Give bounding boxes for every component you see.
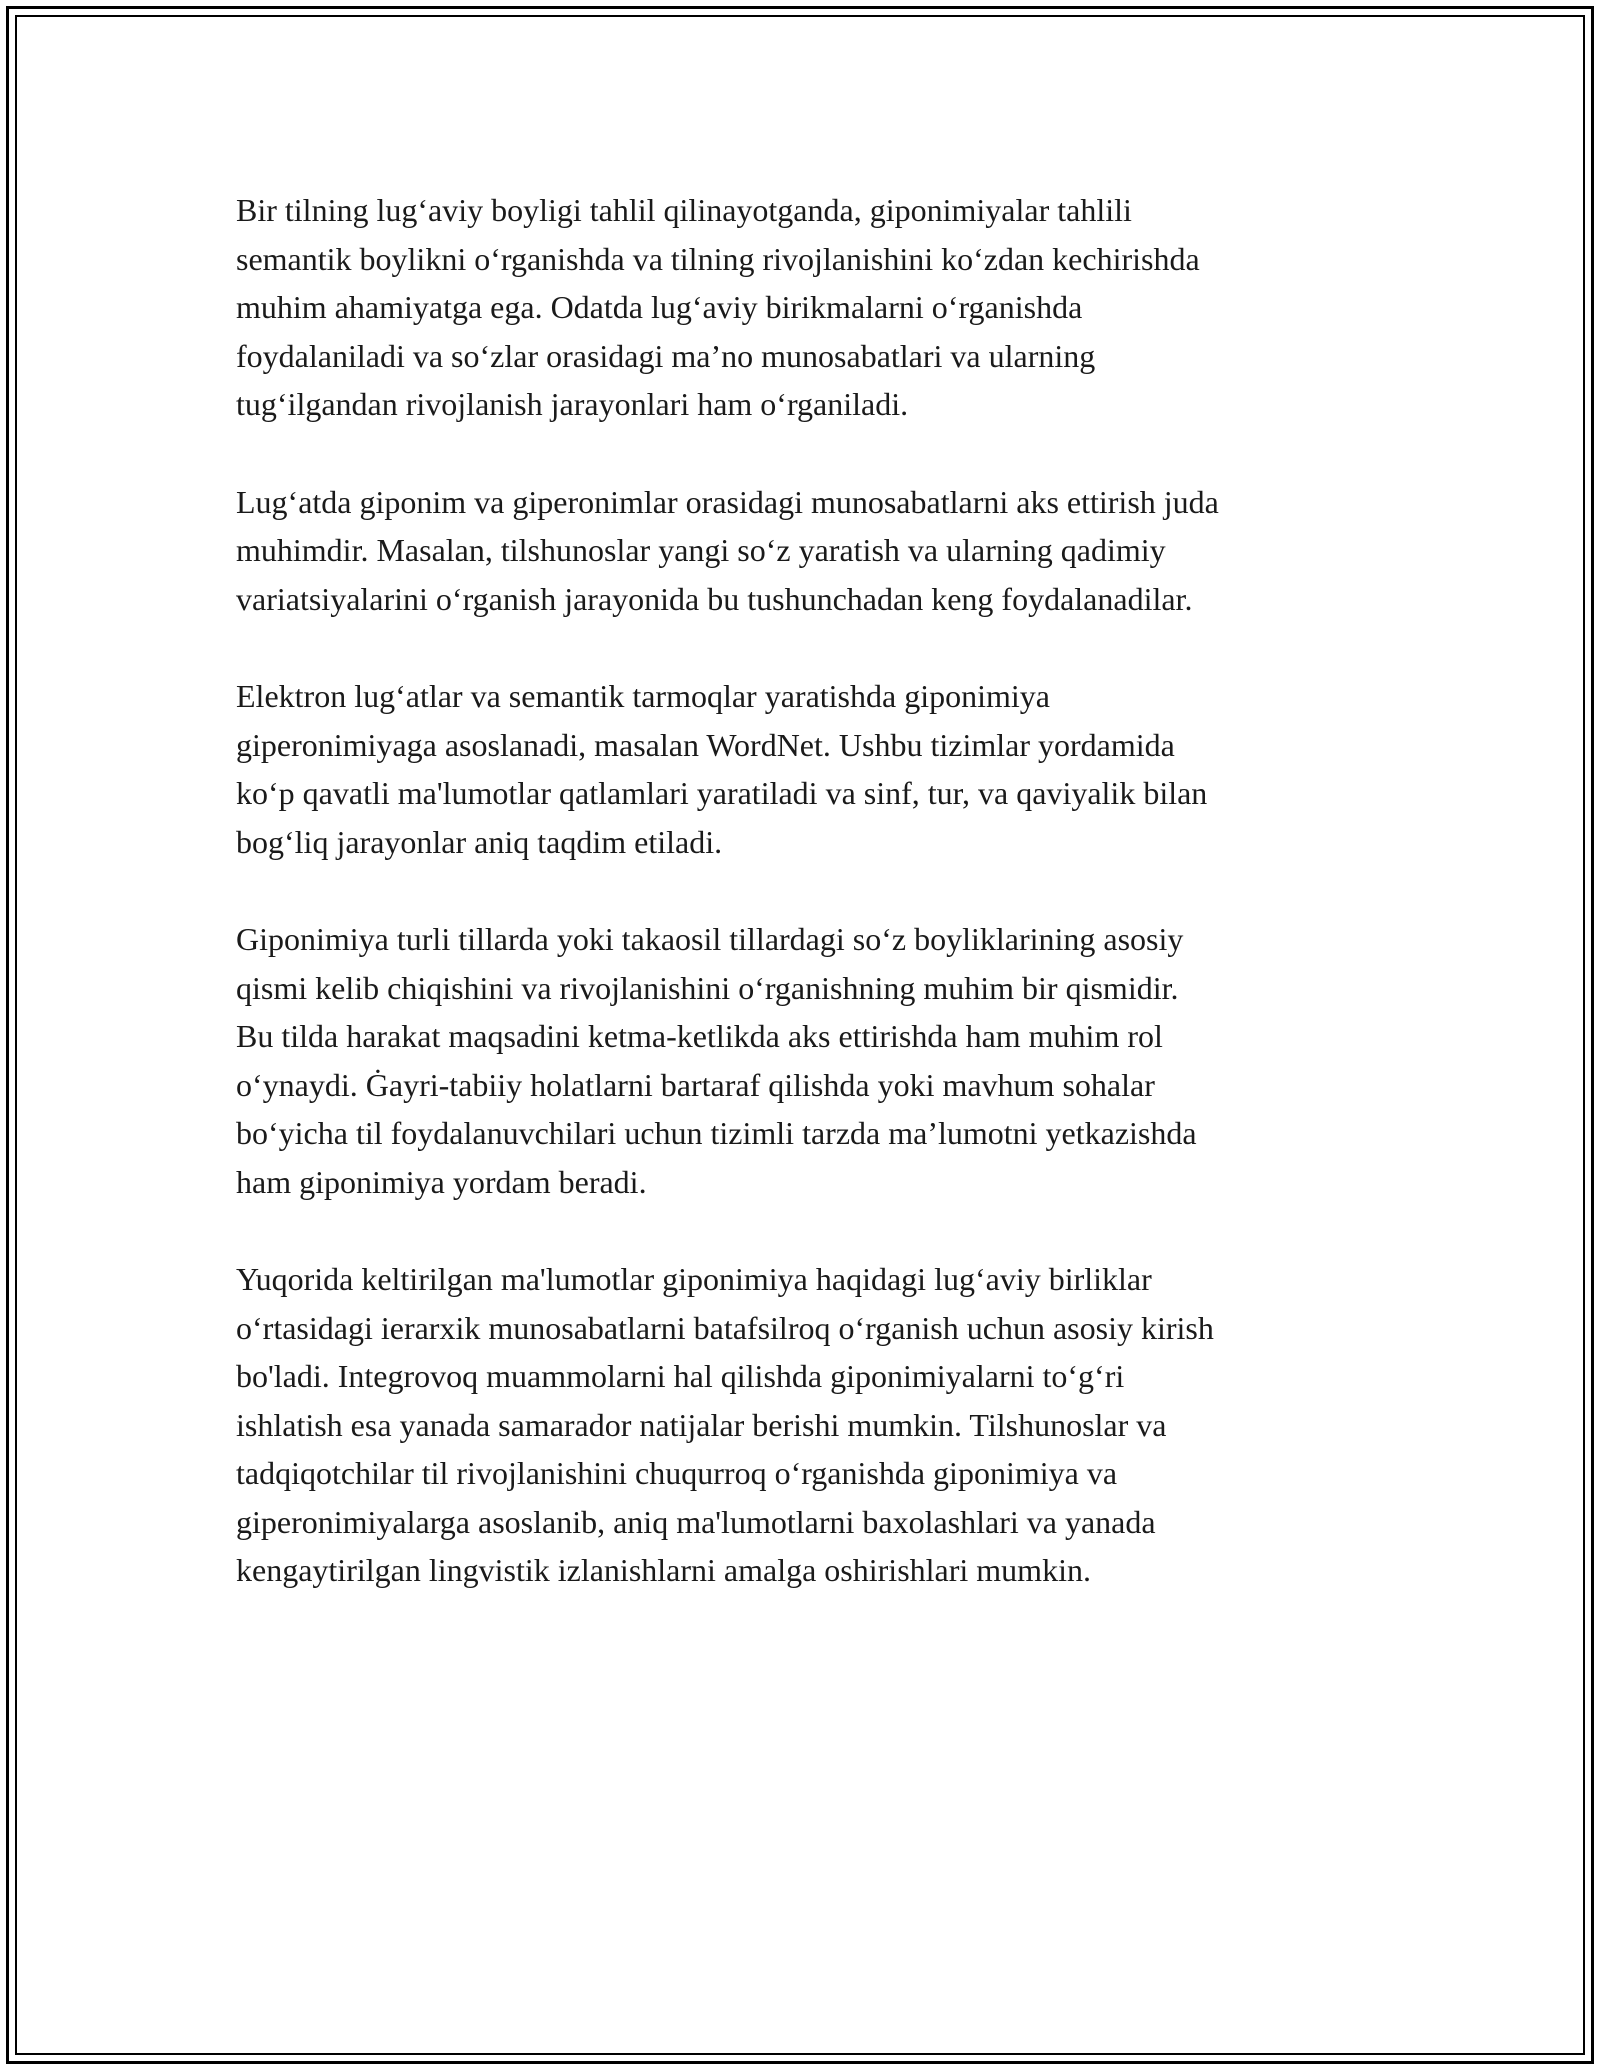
text-line: o‘rtasidagi ierarxik munosabatlarni batafsilroq o‘rganish uchun asosiy kirish (236, 1309, 1214, 1346)
text-line: Bu tilda harakat maqsadini ketma-ketlikda aks ettirishda ham muhim rol (236, 1018, 1163, 1054)
text-line: Yuqorida keltirilgan ma'lumotlar giponimiya haqidagi lug‘aviy birliklar (236, 1261, 1152, 1297)
text-line: variatsiyalarini o‘rganish jarayonida bu tushunchadan keng foydalanadilar. (236, 580, 1193, 617)
paragraph-5 (236, 1255, 1376, 1595)
text-line: muhim ahamiyatga ega. Odatda lug‘aviy birikmalarni o‘rganishda (236, 289, 1083, 325)
text-line: tug‘ilgandan rivojlanish jarayonlari ham o‘rganiladi. (236, 386, 909, 422)
text-line: Bir tilning lug‘aviy boyligi tahlil qilinayotganda, giponimiyalar tahlili (236, 192, 1132, 228)
text-line: tadqiqotchilar til rivojlanishini chuqurroq o‘rganishda giponimiya va (236, 1455, 1118, 1491)
text-line: Elektron lug‘atlar va semantik tarmoqlar yaratishda giponimiya (236, 678, 1050, 714)
paragraph-2 (236, 478, 1376, 624)
text-line: kengaytirilgan lingvistik izlanishlarni amalga oshirishlari mumkin. (236, 1552, 1091, 1588)
text-line: ham giponimiya yordam beradi. (236, 1163, 647, 1200)
text-line: bo‘yicha til foydalanuvchilari uchun tizimli tarzda ma’lumotni yetkazishda (236, 1115, 1197, 1151)
text-line: giperonimiyaga asoslanadi, masalan WordNet. Ushbu tizimlar yordamida (236, 726, 1175, 763)
text-line: qismi kelib chiqishini va rivojlanishini o‘rganishning muhim bir qismidir. (236, 969, 1179, 1006)
text-line: bog‘liq jarayonlar aniq taqdim etiladi. (236, 823, 723, 860)
text-line: Lug‘atda giponim va giperonimlar orasidagi munosabatlarni aks ettirish juda (236, 483, 1219, 520)
text-line: ko‘p qavatli ma'lumotlar qatlamlari yaratiladi va sinf, tur, va qaviyalik bilan (236, 775, 1208, 811)
text-line: giperonimiyalarga asoslanib, aniq ma'lumotlarni baxolashlari va yanada (236, 1503, 1156, 1540)
document-body (236, 186, 1376, 1644)
paragraph-4 (236, 915, 1376, 1206)
text-line: semantik boylikni o‘rganishda va tilning rivojlanishini ko‘zdan kechirishda (236, 240, 1200, 277)
text-line: foydalaniladi va so‘zlar orasidagi ma’no munosabatlari va ularning (236, 337, 1096, 374)
text-line: ishlatish esa yanada samarador natijalar berishi mumkin. Tilshunoslar va (236, 1406, 1167, 1443)
text-line: Giponimiya turli tillarda yoki takaosil tillardagi so‘z boyliklarining asosiy (236, 921, 1184, 957)
text-line: bo'ladi. Integrovoq muammolarni hal qilishda giponimiyalarni to‘g‘ri (236, 1358, 1125, 1394)
text-line: muhimdir. Masalan, tilshunoslar yangi so‘z yaratish va ularning qadimiy (236, 532, 1166, 568)
paragraph-3 (236, 672, 1376, 866)
paragraph-1 (236, 186, 1376, 429)
text-line: o‘ynaydi. Ġayri-tabiiy holatlarni bartaraf qilishda yoki mavhum sohalar (236, 1066, 1155, 1103)
